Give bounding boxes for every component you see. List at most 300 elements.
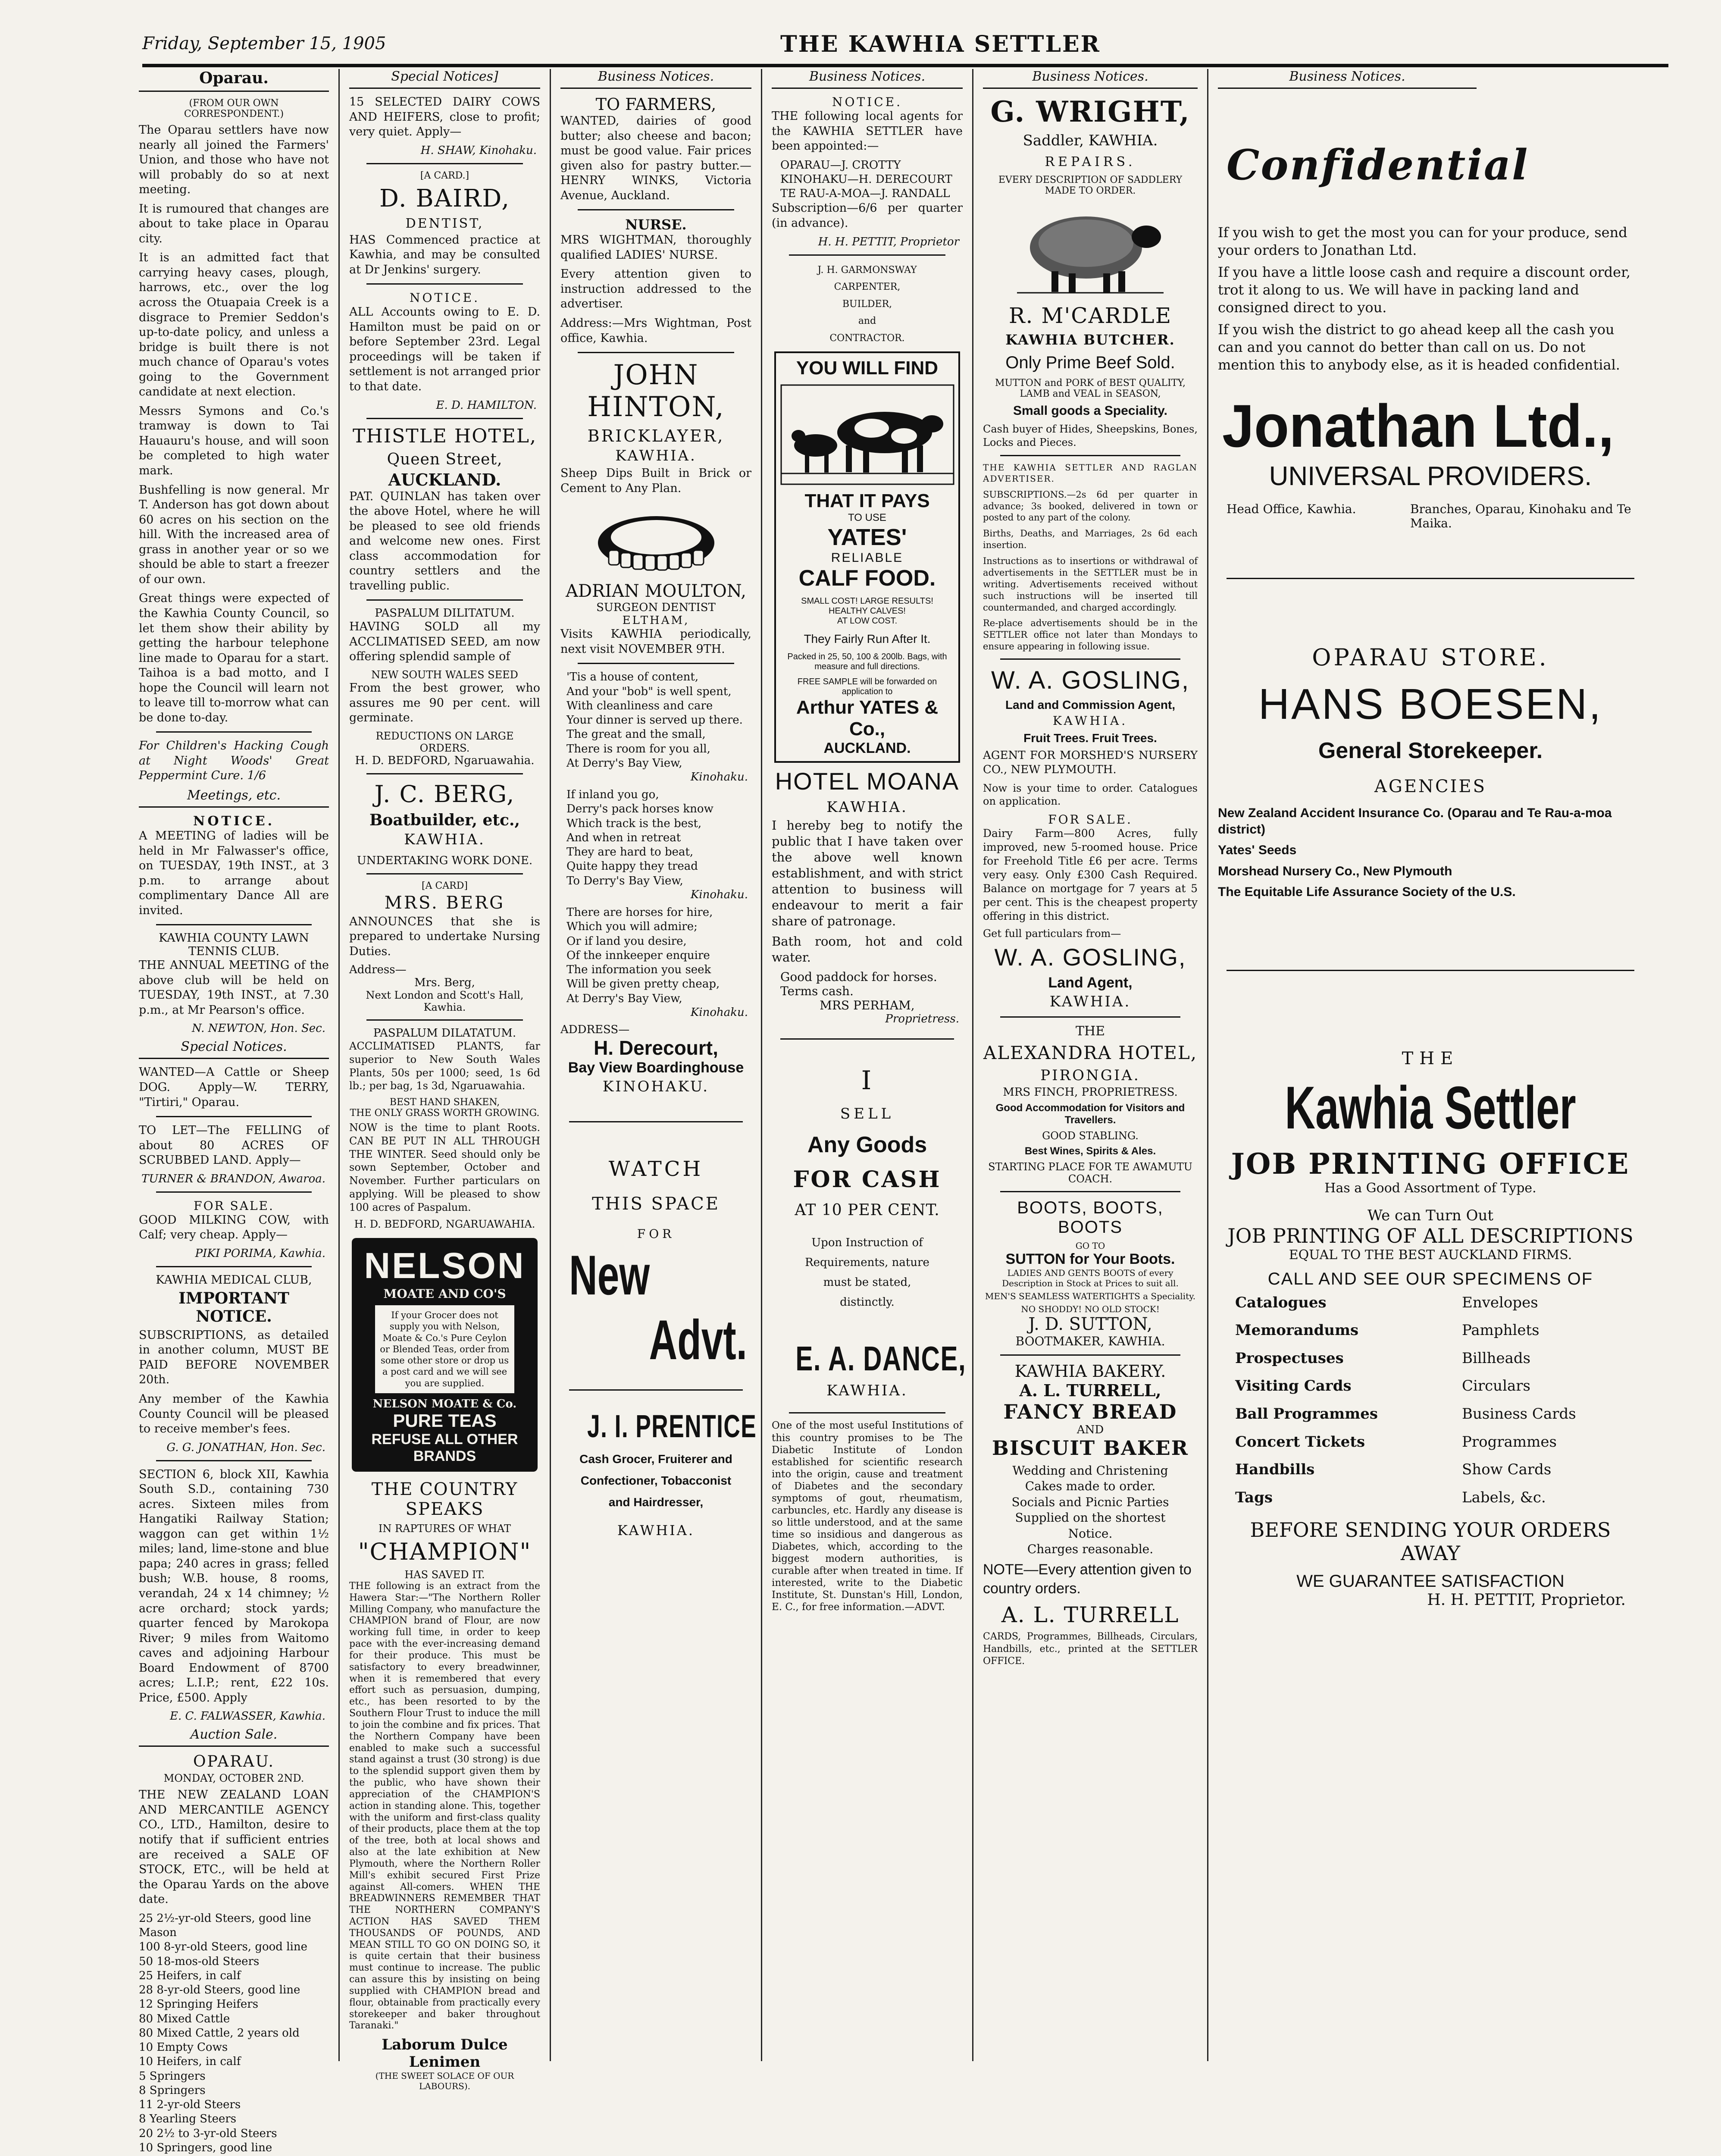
oparau-heading: Oparau. bbox=[139, 69, 329, 92]
list-item: 10 Heifers, in calf bbox=[139, 2055, 241, 2068]
auction-list bbox=[139, 1912, 329, 2156]
hinton-name: JOHN HINTON, bbox=[587, 359, 725, 423]
poem-line: And when in retreat bbox=[566, 831, 681, 844]
list-item: 80 Mixed Cattle, 2 years old bbox=[139, 2026, 300, 2040]
list-item: Prospectuses bbox=[1235, 1349, 1344, 1367]
paspalum-line: NEW SOUTH WALES SEED bbox=[371, 669, 518, 681]
dairy-cows-ad: 15 SELECTED DAIRY COWS AND HEIFERS, close to profit; very quiet. Apply— bbox=[349, 95, 540, 139]
head-office: Head Office, Kawhia. bbox=[1227, 501, 1356, 516]
list-item: Billheads bbox=[1462, 1349, 1531, 1367]
news-paragraph: Great things were expected of the Kawhia County Council, so let them show their ability by getting the harbour telephone line made to Oparau for a start. Taihoa is a bad motto, and I hope the Council will learn not to leave till to-morrow what can be done to-day. bbox=[139, 592, 329, 724]
dance-name: E. A. DANCE, bbox=[795, 1339, 967, 1378]
yates-small: SMALL COST! LARGE RESULTS! bbox=[801, 596, 933, 606]
confidential-line: If you wish the district to go ahead keep all the cash you can and you cannot do better than call on us. Do not mention this to anybody else, as it is headed confidential. bbox=[1218, 321, 1620, 373]
medical-club-text-2: Any member of the Kawhia County Council will be pleased to receive member's fees. bbox=[139, 1392, 329, 1436]
nurse-heading: NURSE. bbox=[625, 216, 687, 233]
list-item: Concert Tickets bbox=[1235, 1433, 1365, 1451]
poem-line: Or if land you desire, bbox=[566, 934, 687, 948]
notice-signature: E. D. HAMILTON. bbox=[436, 398, 537, 412]
baird-name: D. BAIRD, bbox=[379, 184, 510, 213]
list-item: Show Cards bbox=[1462, 1461, 1552, 1479]
poem-line: Will be given pretty cheap, bbox=[566, 978, 720, 991]
yates-run: They Fairly Run After It. bbox=[804, 632, 931, 646]
medical-club-heading: KAWHIA MEDICAL CLUB, bbox=[156, 1273, 312, 1287]
column-2 bbox=[340, 69, 550, 2092]
business-notices-label: Business Notices. bbox=[983, 69, 1198, 89]
dentures-illustration bbox=[591, 502, 721, 575]
equal-best: EQUAL TO THE BEST AUCKLAND FIRMS. bbox=[1289, 1247, 1572, 1263]
the-text: THE bbox=[1402, 1048, 1459, 1069]
gosling-text: AGENT FOR MORSHED'S NURSERY CO., NEW PLYMOUTH. bbox=[983, 749, 1198, 777]
divider bbox=[578, 663, 734, 664]
hinton-text: Sheep Dips Built in Brick or Cement to Any Plan. bbox=[560, 467, 751, 495]
settler-text-4: Re-place advertisements should be in the SETTLER office not later than Mondays to ensure appearing in following issue. bbox=[983, 618, 1198, 652]
bakery-line: Notice. bbox=[1068, 1526, 1113, 1541]
tennis-text: THE ANNUAL MEETING of the above club will be held on TUESDAY, 19th INST., at 7.30 p.m., at Mr Pearson's office. bbox=[139, 959, 329, 1017]
settler-text: SUBSCRIPTIONS.—2s 6d per quarter in advance; 3s booked, delivered in town or posted to any part of the colony. bbox=[983, 489, 1198, 523]
moana-sig2: Proprietress. bbox=[885, 1012, 959, 1026]
poem-line: Which you will admire; bbox=[566, 920, 698, 934]
list-item: Handbills bbox=[1235, 1461, 1315, 1479]
garmonsway-line: CONTRACTOR. bbox=[829, 332, 905, 344]
poem-line: They are hard to beat, bbox=[566, 846, 694, 859]
list-item: 11 2-yr-old Steers bbox=[139, 2098, 241, 2112]
yates-pays: THAT IT PAYS bbox=[804, 490, 930, 511]
champion-footer: Laborum Dulce Lenimen bbox=[382, 2036, 508, 2071]
poem-line: To Derry's Bay View, bbox=[566, 874, 683, 887]
poem-line: And your "bob" is well spent, bbox=[566, 685, 732, 698]
moulton-place: ELTHAM, bbox=[622, 614, 690, 627]
champion-name: "CHAMPION" bbox=[358, 1538, 532, 1565]
prentice-line: and Hairdresser, bbox=[608, 1495, 704, 1509]
list-item: Envelopes bbox=[1462, 1294, 1538, 1311]
diabetic-text: One of the most useful Institutions of this country promises to be The Diabetic Institute of London established for scientific research into the origin, cause and treatment of Diabetes and the secondary symptoms of gout, rheumatism, carbuncles, etc. Hardly any disease is so little understood, and at the same time so insidious and dangerous as Diabetes, which, according to the biggest modern authorities, is curable after when treated in time. If interested, write to the Diabetic Institute, St. Dunstan's Hill, London, E. C., for free information.—ADVT. bbox=[772, 1420, 963, 1613]
isell-sell: SELL bbox=[840, 1105, 895, 1123]
bakery-heading: KAWHIA BAKERY. bbox=[1014, 1361, 1166, 1381]
pettit-signature: H. H. PETTIT, Proprietor bbox=[818, 235, 959, 248]
boots-text-3: NO SHODDY! NO OLD STOCK! bbox=[1021, 1304, 1160, 1314]
masthead bbox=[142, 31, 1668, 67]
yates-top: YOU WILL FIND bbox=[796, 357, 939, 379]
job-printing-all: JOB PRINTING OF ALL DESCRIPTIONS bbox=[1227, 1224, 1633, 1247]
confidential-heading: Confidential bbox=[1227, 141, 1529, 189]
yates-use: TO USE bbox=[848, 511, 886, 523]
gosling-title-2: Land Agent, bbox=[1048, 974, 1133, 991]
new-text: New bbox=[569, 1243, 650, 1307]
prentice-line: Cash Grocer, Fruiterer and bbox=[579, 1452, 732, 1466]
divider bbox=[578, 352, 734, 353]
divider bbox=[569, 1389, 743, 1391]
berg-title: Boatbuilder, etc., bbox=[369, 811, 520, 829]
poem-line: There are horses for hire, bbox=[566, 906, 713, 919]
section-sale-text: SECTION 6, block XII, Kawhia South S.D., containing 730 acres. Sixteen miles from Hangatiki Railway Station; waggon can get within 1½ miles; land, lime-stone and blue papa; 240 acres in grass; felled bush; W.B. house, 8 rooms, verandah, 24 x 14 chimney; ½ acre orchard; stock yards; quarter fenced by Marokopa River; 9 miles from Waitomo caves and adjoining Harbour Board Endowment of 8700 acres; L.I.P.; rent, £22 10s. Price, £500. Apply bbox=[139, 1467, 329, 1705]
poem-line: At Derry's Bay View, bbox=[566, 992, 682, 1005]
moulton-name: ADRIAN MOULTON, bbox=[566, 581, 746, 602]
auction-date: MONDAY, OCTOBER 2ND. bbox=[163, 1772, 304, 1785]
divider bbox=[1227, 578, 1634, 579]
mrs-berg-text: ANNOUNCES that she is prepared to undertake Nursing Duties. bbox=[349, 915, 540, 958]
jonathan-office-row bbox=[1218, 502, 1643, 530]
agent-item: OPARAU—J. CROTTY bbox=[780, 158, 901, 172]
isell-line: Upon Instruction of bbox=[811, 1236, 923, 1250]
card-label: [A CARD] bbox=[422, 880, 468, 891]
kawhia-settler-title: Kawhia Settler bbox=[1285, 1073, 1576, 1141]
paspalum-signature: H. D. BEDFORD, Ngaruawahia. bbox=[355, 754, 535, 767]
news-paragraph: It is an admitted fact that carrying heavy cases, plough, harrows, etc., over the log across the Otuapaia Creek is a disgrace to Premier Seddon's up-to-date policy, and unless a bridge is built there is not much chance of Oparau's votes going to the Government candidate at next election. bbox=[139, 251, 329, 399]
yates-food: CALF FOOD. bbox=[798, 565, 936, 591]
poem-line: Quite happy they tread bbox=[566, 860, 698, 873]
column-6 bbox=[1208, 69, 1652, 2061]
sutton-sig: J. D. SUTTON, bbox=[1028, 1314, 1152, 1334]
berg-name: J. C. BERG, bbox=[374, 780, 515, 808]
divider bbox=[156, 1191, 312, 1193]
turn-out: We can Turn Out bbox=[1367, 1206, 1494, 1224]
paspalum-text: HAVING SOLD all my ACCLIMATISED SEED, am now offering splendid sample of bbox=[349, 620, 540, 664]
specimen-list-right bbox=[1462, 1289, 1626, 1512]
notice-heading: NOTICE. bbox=[193, 813, 275, 829]
wright-name: G. WRIGHT, bbox=[990, 95, 1190, 128]
divider bbox=[1000, 1191, 1180, 1192]
section-sale-signature: E. C. FALWASSER, Kawhia. bbox=[169, 1710, 325, 1723]
moana-text: I hereby beg to notify the public that I have taken over the above well known establishment, and with strict attention to business will endeavour to merit a fair share of patronage. bbox=[772, 818, 963, 929]
alexandra-text: Good Accommodation for Visitors and Travellers. bbox=[995, 1102, 1185, 1126]
card-label: [A CARD.] bbox=[420, 170, 469, 181]
settler-heading: THE KAWHIA SETTLER AND RAGLAN ADVERTISER. bbox=[983, 462, 1198, 484]
prentice-line: Confectioner, Tobacconist bbox=[580, 1473, 732, 1487]
fancy-bread: FANCY BREAD bbox=[1003, 1400, 1177, 1423]
list-item: 10 Springers, good line bbox=[139, 2141, 272, 2155]
moana-text-2: Bath room, hot and cold water. bbox=[772, 934, 963, 965]
mrs-berg-address-label: Address— bbox=[349, 963, 407, 977]
auction-label: Auction Sale. bbox=[139, 1727, 329, 1747]
divider bbox=[1000, 1016, 1180, 1018]
news-paragraph: Messrs Symons and Co.'s tramway is down to Tai Hauauru's house, and will soon be completed to high water mark. bbox=[139, 404, 329, 478]
champion-saved: HAS SAVED IT. bbox=[404, 1568, 485, 1581]
for-sale-text: Dairy Farm—800 Acres, fully improved, new 5-roomed house. Price for Freehold Title £6 per acre. Terms very easy. Only £300 Cash Required. Balance on mortgage for 7 years at 5 per cent. This is the cheapest property offering in this district. bbox=[983, 827, 1198, 922]
before-sending: BEFORE SENDING YOUR ORDERS AWAY bbox=[1250, 1518, 1611, 1565]
thistle-hotel: THISTLE HOTEL, bbox=[352, 425, 537, 447]
list-item: 25 Heifers, in calf bbox=[139, 1969, 241, 1982]
baird-text: HAS Commenced practice at Kawhia, and may be consulted at Dr Jenkins' surgery. bbox=[349, 233, 540, 276]
nurse-text-2: Every attention given to instruction addressed to the advertiser. bbox=[560, 267, 751, 311]
isell-goods: Any Goods bbox=[807, 1132, 927, 1158]
notice-text: THE following local agents for the KAWHIA SETTLER have been appointed:— bbox=[772, 110, 963, 153]
poem-place: Kinohaku. bbox=[690, 771, 748, 784]
job-printing-office: JOB PRINTING OFFICE bbox=[1231, 1147, 1630, 1181]
turrell-name: A. L. TURRELL, bbox=[1019, 1380, 1161, 1400]
champion-footer-sub: (THE SWEET SOLACE OF OUR LABOURS). bbox=[375, 2071, 514, 2092]
agency-item: Yates' Seeds bbox=[1218, 843, 1297, 858]
paspalum2-signature: H. D. BEDFORD, NGARUAWAHIA. bbox=[354, 1218, 535, 1231]
list-item: 80 Mixed Cattle bbox=[139, 2012, 230, 2025]
nelson-pure: PURE TEAS bbox=[393, 1410, 497, 1431]
poem-line: With cleanliness and care bbox=[566, 699, 713, 712]
to-let-ad: TO LET—The FELLING of about 80 ACRES OF SCRUBBED LAND. Apply— bbox=[139, 1124, 329, 1167]
guarantee: WE GUARANTEE SATISFACTION bbox=[1296, 1572, 1565, 1591]
yates-reliable: RELIABLE bbox=[831, 550, 904, 565]
garmonsway-line: J. H. GARMONSWAY bbox=[817, 264, 917, 276]
boots-text: LADIES AND GENTS BOOTS of every Description in Stock at Prices to suit all. bbox=[1002, 1267, 1179, 1288]
hans-boesen: HANS BOESEN, bbox=[1258, 680, 1603, 728]
dairy-cows-signature: H. SHAW, Kinohaku. bbox=[420, 144, 537, 157]
poem-line: Your dinner is served up there. bbox=[566, 714, 743, 727]
to-let-signature: TURNER & BRANDON, Awaroa. bbox=[141, 1172, 325, 1185]
notice-heading: NOTICE. bbox=[410, 291, 480, 305]
list-item: Mason bbox=[139, 1926, 177, 1940]
list-item: Visiting Cards bbox=[1235, 1377, 1352, 1395]
alexandra-place: PIRONGIA. bbox=[1040, 1066, 1140, 1084]
garmonsway-ad bbox=[772, 262, 963, 347]
bay-view: Bay View Boardinghouse bbox=[568, 1059, 744, 1076]
bakery-line: Socials and Picnic Parties bbox=[1011, 1495, 1169, 1509]
for-text: FOR bbox=[637, 1226, 675, 1241]
for-sale-text: GOOD MILKING COW, with Calf; very cheap. Apply— bbox=[139, 1213, 329, 1242]
list-item: Tags bbox=[1235, 1489, 1273, 1506]
paspalum2-line1: BEST HAND SHAKEN, bbox=[389, 1097, 500, 1108]
column-1 bbox=[129, 69, 338, 2155]
garmonsway-line: and bbox=[858, 316, 876, 327]
poem-stanza bbox=[560, 788, 751, 888]
nurse-text: MRS WIGHTMAN, thoroughly qualified LADIES' NURSE. bbox=[560, 233, 751, 262]
divider bbox=[156, 1266, 312, 1267]
farmers-heading: TO FARMERS, bbox=[595, 95, 717, 114]
list-item: Business Cards bbox=[1462, 1405, 1576, 1423]
address-label: ADDRESS— bbox=[560, 1023, 630, 1036]
alexandra-prop: MRS FINCH, PROPRIETRESS. bbox=[1003, 1085, 1178, 1099]
divider bbox=[1000, 455, 1180, 456]
isell-cash: FOR CASH bbox=[793, 1166, 942, 1193]
divider bbox=[156, 1460, 312, 1461]
wanted-dog-ad: WANTED—A Cattle or Sheep DOG. Apply—W. TERRY, "Tirtiri," Oparau. bbox=[139, 1065, 329, 1109]
call-and-see: CALL AND SEE OUR SPECIMENS OF bbox=[1267, 1269, 1593, 1288]
mccardle-name: R. M'CARDLE bbox=[1008, 303, 1172, 328]
column-5 bbox=[973, 69, 1207, 2061]
mccardle-text-3: Cash buyer of Hides, Sheepskins, Bones, Locks and Pieces. bbox=[983, 423, 1198, 448]
yates-low: AT LOW COST. bbox=[837, 616, 898, 626]
notice-text: ALL Accounts owing to E. D. Hamilton must be paid on or before September 23rd. Legal proceedings will be taken if settlement is not arranged prior to that date. bbox=[349, 305, 540, 394]
agent-item: KINOHAKU—H. DERECOURT bbox=[780, 172, 952, 186]
divider bbox=[569, 1121, 743, 1122]
poem-line: Which track is the best, bbox=[566, 817, 702, 830]
divider bbox=[789, 1412, 945, 1413]
nelson-brand: NELSON MOATE & Co. bbox=[372, 1397, 517, 1410]
list-item: Memorandums bbox=[1235, 1322, 1359, 1339]
list-item: 5 Springers bbox=[139, 2069, 206, 2083]
sheep-illustration bbox=[1013, 202, 1168, 297]
moulton-text: Visits KAWHIA periodically, next visit NOVEMBER 9TH. bbox=[560, 627, 751, 656]
agents-list bbox=[772, 158, 963, 201]
isell-line: distinctly. bbox=[840, 1296, 895, 1309]
turrell-sig: A. L. TURRELL bbox=[1001, 1602, 1180, 1628]
bakery-line: Supplied on the shortest bbox=[1015, 1510, 1166, 1525]
divider bbox=[156, 924, 312, 925]
oparau-store: OPARAU STORE. bbox=[1312, 643, 1549, 671]
divider bbox=[1000, 1354, 1180, 1356]
list-item: Ball Programmes bbox=[1235, 1405, 1378, 1423]
nelson-body: If your Grocer does not supply you with Nelson, Moate & Co.'s Pure Ceylon or Blended Teas, order from some other store or drop us a post card and we will see you are supplied. bbox=[375, 1305, 514, 1393]
berg-place: KAWHIA. bbox=[404, 830, 485, 848]
poem-line: At Derry's Bay View, bbox=[566, 756, 682, 770]
mccardle-text-2: LAMB and VEAL in SEASON, bbox=[1020, 389, 1161, 399]
advt-text: Advt. bbox=[649, 1308, 747, 1371]
notice-text: A MEETING of ladies will be held in Mr Falwasser's office, on TUESDAY, 19th INST., at 3 p.m. to arrange about complimentary Dance All are invited. bbox=[139, 829, 329, 917]
yates-city: AUCKLAND. bbox=[823, 740, 911, 756]
paspalum2-text: ACCLIMATISED PLANTS, far superior to New South Wales Plants, 50s per 1000; seed, 1s 6d lb.; per bag, 1s 3d, Ngaruawahia. bbox=[349, 1040, 540, 1092]
moana-place: KAWHIA. bbox=[826, 798, 908, 816]
derecourt-name: H. Derecourt, bbox=[594, 1036, 718, 1059]
poem-stanza bbox=[560, 906, 751, 1006]
poem-line: The information you seek bbox=[566, 963, 711, 977]
settler-text-3: Instructions as to insertions or withdrawal of advertisements in the SETTLER must be in writing. Advertisements received without such instructions will be inserted till countermanded, and charged accordingly. bbox=[983, 556, 1198, 613]
thistle-city: AUCKLAND. bbox=[388, 470, 501, 489]
special-notices-label: Special Notices. bbox=[139, 1039, 329, 1059]
for-sale-signature: PIKI PORIMA, Kawhia. bbox=[195, 1247, 325, 1260]
meetings-label: Meetings, etc. bbox=[139, 788, 329, 808]
jonathan-name: Jonathan Ltd., bbox=[1222, 392, 1614, 460]
watch-text: WATCH bbox=[608, 1156, 704, 1181]
list-item: Programmes bbox=[1462, 1433, 1557, 1451]
bakery-line: Charges reasonable. bbox=[1027, 1542, 1154, 1556]
gosling-place: KAWHIA. bbox=[1052, 714, 1128, 728]
news-paragraph: It is rumoured that changes are about to take place in Oparau city. bbox=[139, 202, 329, 245]
farmers-text: WANTED, dairies of good butter; also cheese and bacon; must be good value. Fair prices given also for pastry butter.—HENRY WINKS, Victoria Avenue, Auckland. bbox=[560, 114, 751, 202]
poem-line: 'Tis a house of content, bbox=[566, 671, 699, 684]
agency-item: Morshead Nursery Co., New Plymouth bbox=[1218, 864, 1452, 878]
auction-intro: THE NEW ZEALAND LOAN AND MERCANTILE AGENCY CO., LTD., Hamilton, desire to notify that if sufficient entries are received a SALE OF STOCK, ETC., will be held at the Oparau Yards on the above date. bbox=[139, 1788, 329, 1906]
branches: Branches, Oparau, Kinohaku and Te Maika. bbox=[1410, 501, 1631, 530]
list-item: 28 8-yr-old Steers, good line bbox=[139, 1984, 300, 1997]
special-notices-label: Special Notices] bbox=[349, 69, 540, 89]
business-notices-label: Business Notices. bbox=[1218, 69, 1477, 89]
isell-i: I bbox=[861, 1065, 873, 1096]
poem-stanza bbox=[560, 670, 751, 771]
column-3 bbox=[551, 69, 761, 2061]
important-notice: IMPORTANT NOTICE. bbox=[178, 1289, 289, 1326]
list-item: 100 8-yr-old Steers, good line bbox=[139, 1940, 307, 1954]
sutton-name: SUTTON for Your Boots. bbox=[1005, 1250, 1175, 1267]
prentice-name: J. I. PRENTICE bbox=[587, 1408, 757, 1444]
cards-text: CARDS, Programmes, Billheads, Circulars, Handbills, etc., printed at the SETTLER OFFICE. bbox=[983, 1631, 1198, 1667]
bakery-and: AND bbox=[1076, 1423, 1104, 1436]
divider bbox=[789, 254, 945, 256]
champion-text: THE following is an extract from the Hawera Star:—"The Northern Roller Milling Company, who manufacture the CHAMPION brand of Flour, are now working full time, in order to keep pace with the ever-increasing demand for their produce. This must be satisfactory to every breadwinner, when it is remembered that every effort such as persuasion, dumping, etc., has been resorted to by the Southern Flour Trust to induce the mill to join the combine and fix prices. That the Northern Company have been enabled to make such a successful stand against a trust (30 strong) is due to the splendid support given them by the public, who have shown their appreciation of the CHAMPION'S action in standing alone. This, together with the uniform and first-class quality of their products, place them at the top of the tree, both at local shows and also at the late exhibition at New Plymouth, where the Northern Roller Mill's exhibit secured First Prize against All-comers. WHEN THE BREADWINNERS REMEMBER THAT THE NORTHERN COMPANY'S ACTION HAS SAVED THEM THOUSANDS OF POUNDS, AND MEAN STILL TO GO ON DOING SO, it is quite certain that their business must continue to increase. The public can assure this by insisting on being supplied with CHAMPION bread and flour, obtainable from practically every storekeeper and baker throughout Taranaki." bbox=[349, 1580, 540, 2031]
list-item: 8 Yearling Steers bbox=[139, 2112, 237, 2126]
yates-name: YATES' bbox=[827, 524, 907, 550]
mrs-berg-address-line: Next London and Scott's Hall, Kawhia. bbox=[366, 989, 524, 1014]
divider bbox=[366, 773, 523, 774]
divider bbox=[156, 1116, 312, 1117]
champion-heading: THE COUNTRY SPEAKS bbox=[371, 1479, 518, 1519]
divider bbox=[366, 418, 523, 419]
poem-line: Of the innkeeper enquire bbox=[566, 949, 710, 962]
agencies-heading: AGENCIES bbox=[1374, 776, 1487, 796]
poem-line: The great and the small, bbox=[566, 728, 706, 741]
gosling-trees: Fruit Trees. Fruit Trees. bbox=[1023, 731, 1157, 745]
list-item: 8 Springers bbox=[139, 2084, 206, 2097]
nelson-arc: MOATE AND CO'S bbox=[383, 1287, 506, 1301]
paspalum-heading-2: PASPALUM DILATATUM. bbox=[373, 1027, 516, 1040]
divider bbox=[366, 1019, 523, 1021]
divider bbox=[366, 163, 523, 164]
moulton-title: SURGEON DENTIST bbox=[596, 601, 716, 614]
boots-go: GO TO bbox=[1075, 1240, 1105, 1251]
auction-heading: OPARAU. bbox=[193, 1753, 275, 1771]
tennis-heading: KAWHIA COUNTY LAWN TENNIS CLUB. bbox=[159, 931, 309, 959]
hotel-moana: HOTEL MOANA bbox=[775, 767, 960, 795]
poem-line: There is room for you all, bbox=[566, 742, 710, 755]
newspaper-title: THE KAWHIA SETTLER bbox=[780, 31, 1101, 57]
correspondent-line: (FROM OUR OWN CORRESPONDENT.) bbox=[184, 98, 284, 119]
assortment: Has a Good Assortment of Type. bbox=[1324, 1180, 1536, 1196]
divider bbox=[780, 1038, 954, 1040]
divider bbox=[156, 731, 312, 733]
bakery-line: Cakes made to order. bbox=[1025, 1479, 1156, 1494]
moana-text-3: Good paddock for horses. bbox=[780, 970, 937, 984]
list-item: 10 Empty Cows bbox=[139, 2041, 228, 2054]
paspalum-heading: PASPALUM DILITATUM. bbox=[375, 607, 515, 620]
pettit-proprietor: H. H. PETTIT, Proprietor. bbox=[1427, 1591, 1626, 1609]
for-sale-heading: FOR SALE. bbox=[1048, 812, 1133, 827]
alexandra-coach: STARTING PLACE FOR TE AWAMUTU COACH. bbox=[988, 1160, 1192, 1185]
agency-item: The Equitable Life Assurance Society of the U.S. bbox=[1218, 885, 1516, 899]
divider bbox=[1000, 658, 1180, 660]
medical-club-text: SUBSCRIPTIONS, as detailed in another column, MUST BE PAID BEFORE NOVEMBER 20th. bbox=[139, 1328, 329, 1387]
alexandra-stabling: GOOD STABLING. bbox=[1042, 1129, 1139, 1142]
list-item: 50 18-mos-old Steers bbox=[139, 1955, 260, 1968]
poem-line: Derry's pack horses know bbox=[566, 802, 713, 816]
tennis-signature: N. NEWTON, Hon. Sec. bbox=[192, 1022, 325, 1035]
undertaking: UNDERTAKING WORK DONE. bbox=[357, 854, 533, 867]
cough-ad: For Children's Hacking Cough at Night Woods' Great Peppermint Cure. 1/6 bbox=[139, 739, 329, 783]
yates-firm: Arthur YATES & Co., bbox=[796, 696, 939, 740]
kinohaku: KINOHAKU. bbox=[602, 1078, 710, 1095]
divider bbox=[366, 283, 523, 285]
nurse-address: Address:—Mrs Wightman, Post office, Kawhia. bbox=[560, 317, 751, 345]
mrs-berg-address-name: Mrs. Berg, bbox=[414, 976, 475, 990]
isell-line: Requirements, nature bbox=[805, 1256, 929, 1269]
gosling-text-2: Now is your time to order. Catalogues on application. bbox=[983, 782, 1198, 808]
boots-text-2: MEN'S SEAMLESS WATERTIGHTS a Speciality. bbox=[985, 1291, 1196, 1301]
garmonsway-line: BUILDER, bbox=[842, 298, 892, 310]
confidential-line: If you wish to get the most you can for your produce, send your orders to Jonathan Ltd. bbox=[1218, 224, 1627, 258]
mccardle-text: MUTTON and PORK of BEST QUALITY, bbox=[995, 378, 1186, 389]
divider bbox=[366, 599, 523, 601]
divider bbox=[578, 209, 734, 210]
issue-date: Friday, September 15, 1905 bbox=[142, 34, 386, 53]
paspalum-text-2: From the best grower, who assures me 90 per cent. will germinate. bbox=[349, 681, 540, 725]
for-sale-text-2: Get full particulars from— bbox=[983, 927, 1121, 940]
paspalum2-text-2: NOW is the time to plant Roots. CAN BE PUT IN ALL THROUGH THE WINTER. Seed should only be sown September, October and November. Further particulars on applying. Will be pleased to show 100 acres of Paspalum. bbox=[349, 1122, 540, 1213]
bakery-line: Wedding and Christening bbox=[1012, 1463, 1168, 1478]
yates-healthy: HEALTHY CALVES! bbox=[829, 606, 906, 616]
settler-text-2: Births, Deaths, and Marriages, 2s 6d each insertion. bbox=[983, 528, 1198, 551]
list-item: Circulars bbox=[1462, 1377, 1530, 1395]
gosling-title: Land and Commission Agent, bbox=[1005, 698, 1176, 711]
biscuit-baker: BISCUIT BAKER bbox=[992, 1436, 1189, 1460]
gosling-place-2: KAWHIA. bbox=[1049, 993, 1131, 1010]
paspalum2-line2: THE ONLY GRASS WORTH GROWING. bbox=[350, 1108, 540, 1119]
agent-item: TE RAU-A-MOA—J. RANDALL bbox=[780, 187, 950, 201]
news-paragraph: The Oparau settlers have now nearly all joined the Farmers' Union, and those who have not will probably do so at next meeting. bbox=[139, 123, 329, 197]
alexandra-name: ALEXANDRA HOTEL, bbox=[983, 1042, 1198, 1063]
alexandra-the: THE bbox=[1075, 1023, 1105, 1039]
for-sale-heading: FOR SALE. bbox=[194, 1198, 274, 1213]
yates-packed: Packed in 25, 50, 100 & 200lb. Bags, with measure and full directions. bbox=[787, 652, 947, 671]
general-storekeeper: General Storekeeper. bbox=[1318, 738, 1543, 763]
this-space-text: THIS SPACE bbox=[592, 1194, 720, 1214]
champion-sub: IN RAPTURES OF WHAT bbox=[378, 1522, 511, 1535]
business-notices-label: Business Notices. bbox=[560, 69, 751, 89]
